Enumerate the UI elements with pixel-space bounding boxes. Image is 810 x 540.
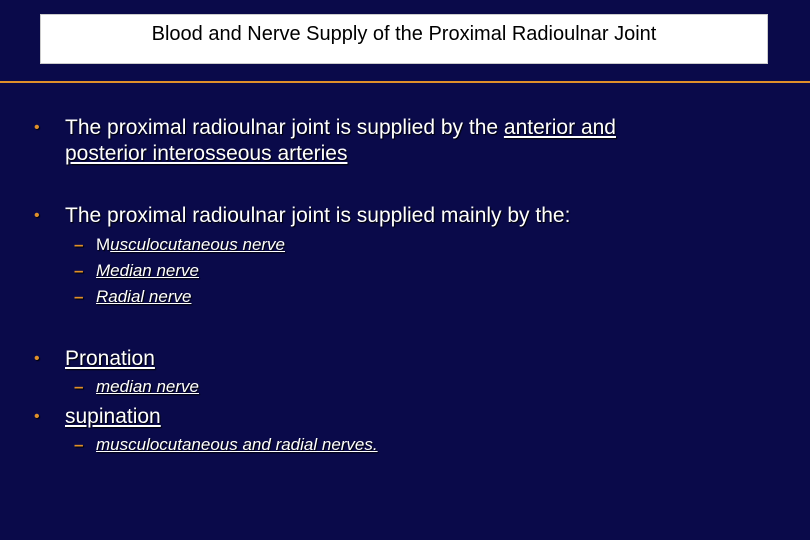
bullet-marker: • — [34, 350, 40, 367]
bullet-marker: • — [34, 408, 40, 425]
sub-supination-text: musculocutaneous and radial nerves. — [96, 435, 378, 454]
bullet-marker: • — [34, 119, 40, 136]
bullet-arteries-emph-1: anterior and — [503, 116, 616, 139]
dash-marker: – — [74, 235, 84, 254]
dash-marker: – — [74, 261, 84, 280]
sub-first-letter: M — [96, 235, 111, 254]
bullet-nerves-text: The proximal radioulnar joint is supplied mainly by the: — [65, 204, 571, 227]
dash-marker: – — [74, 287, 84, 306]
dash-marker: – — [74, 377, 84, 396]
slide-title: Blood and Nerve Supply of the Proximal Radioulnar Joint — [151, 23, 657, 45]
sub-pronation-text: median nerve — [96, 377, 200, 396]
bullet-pronation-text: Pronation — [65, 347, 155, 370]
bullet-arteries-emph-2: posterior interosseous arteries — [65, 142, 348, 165]
bullet-marker: • — [34, 207, 40, 224]
sub-median-text: Median nerve — [96, 261, 200, 280]
sub-musculocutaneous-text: usculocutaneous nerve — [110, 235, 286, 254]
bullet-arteries-text: The proximal radioulnar joint is supplied by the — [65, 116, 504, 139]
dash-marker: – — [74, 435, 84, 454]
bullet-supination-text: supination — [65, 405, 161, 428]
bullet-text — [65, 115, 616, 140]
sub-radial-text: Radial nerve — [96, 287, 192, 306]
